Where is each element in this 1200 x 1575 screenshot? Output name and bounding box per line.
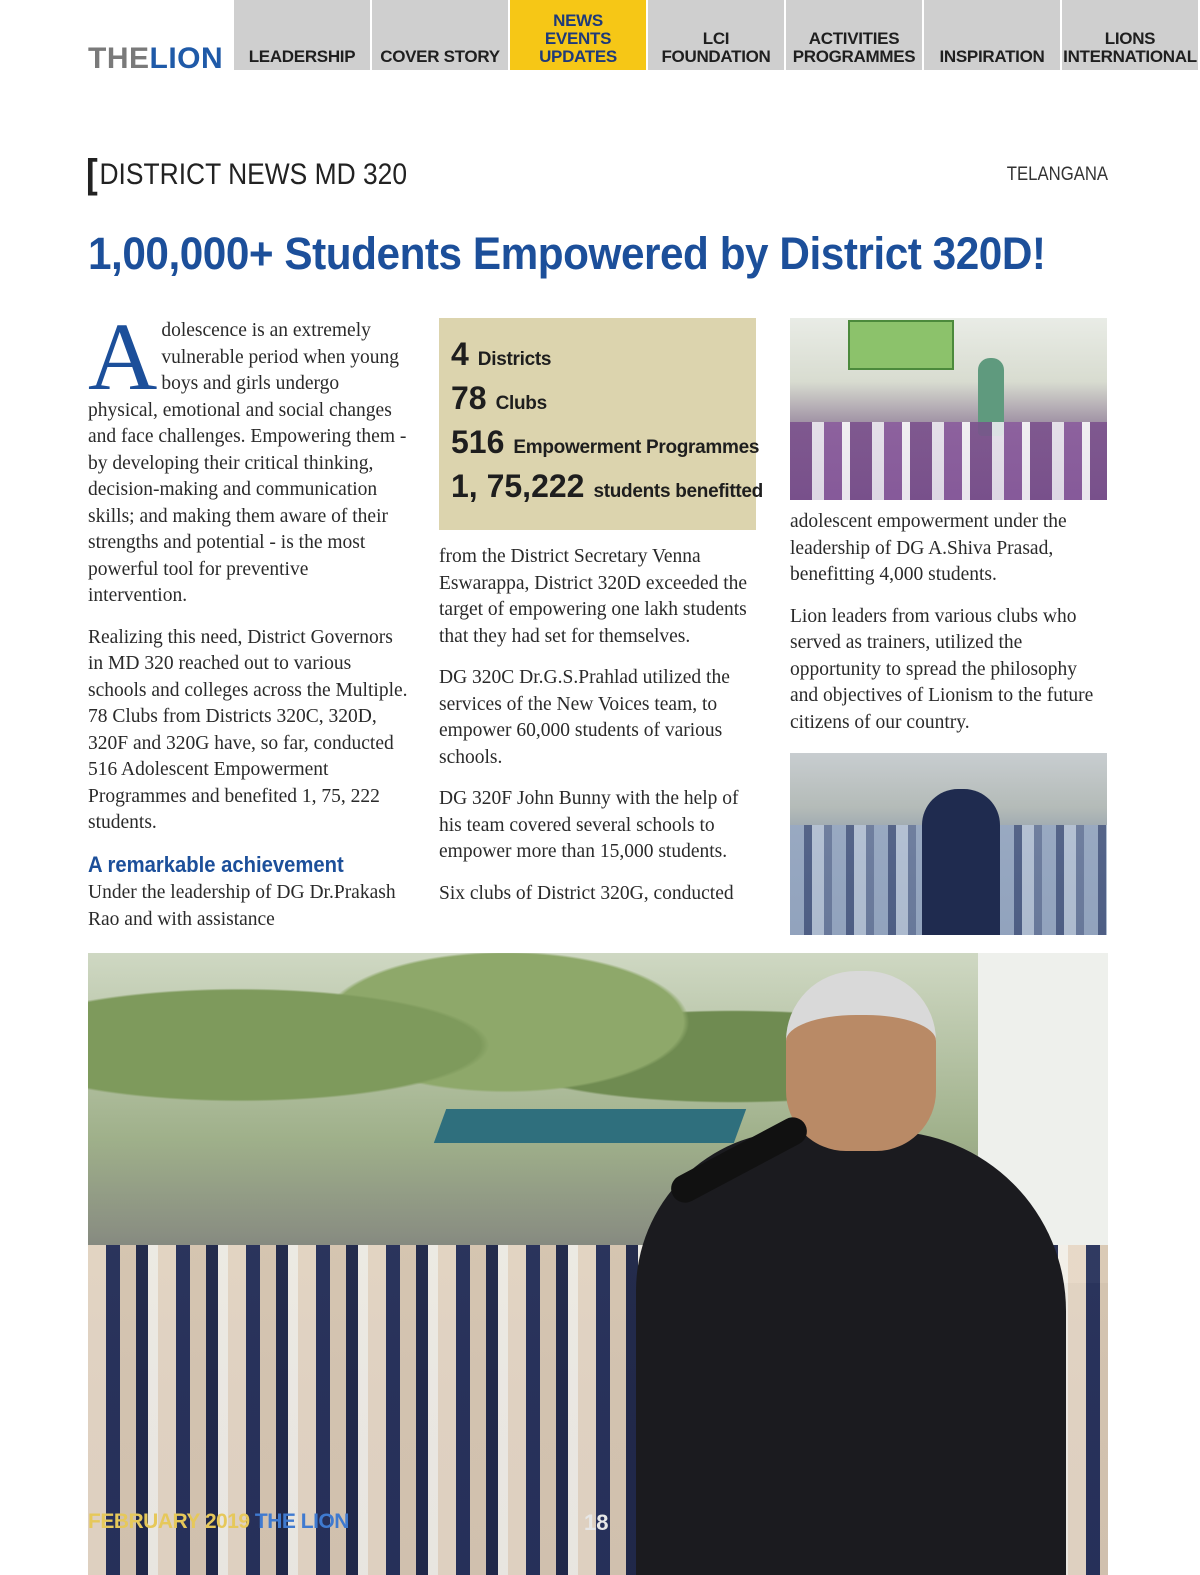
section-label: [86, 152, 407, 197]
stat-label: students benefitted: [593, 481, 763, 502]
section-title: DISTRICT NEWS MD 320: [99, 158, 408, 191]
photo-banner: [848, 320, 954, 370]
footer-magazine: THE LION: [254, 1510, 349, 1533]
tab-leadership[interactable]: LEADERSHIP: [234, 0, 370, 70]
article-column-2: [439, 544, 761, 907]
paragraph: Six clubs of District 320G, conducted: [439, 882, 734, 904]
stat-label: Districts: [477, 349, 552, 370]
magazine-logo[interactable]: [88, 42, 223, 76]
stat-programmes: [451, 424, 760, 468]
photo-audience: [790, 422, 1107, 500]
stat-label: Clubs: [495, 393, 547, 414]
stat-number: 4: [451, 336, 469, 372]
paragraph: Under the leadership of DG Dr.Prakash Rao and with assistance: [88, 882, 396, 930]
paragraph: DG 320F John Bunny with the help of his team covered several schools to empower more than 15,000 students.: [439, 788, 739, 862]
logo-lion: LION: [149, 42, 224, 75]
intro-text: dolescence is an extremely vulnerable period when young boys and girls undergo physical, emotional and social changes and face challenges. Empowering them - by developing their critical thinking, decision-making and communication skills; and making them aware of their strengths and potential - is the most powerful tool for preventive intervention.: [88, 320, 407, 606]
paragraph: from the District Secretary Venna Eswarappa, District 320D exceeded the target of empowering one lakh students that they had set for themselves.: [439, 546, 748, 647]
stat-clubs: [451, 380, 746, 424]
subheading: A remarkable achievement: [88, 851, 344, 877]
paragraph: DG 320C Dr.G.S.Prahlad utilized the services of the New Voices team, to empower 60,000 students of various schools.: [439, 667, 730, 768]
tab-lions-international[interactable]: LIONS INTERNATIONAL: [1062, 0, 1198, 70]
tab-inspiration[interactable]: INSPIRATION: [924, 0, 1060, 70]
drop-cap: A: [88, 303, 158, 410]
paragraph: adolescent empowerment under the leadership of DG A.Shiva Prasad, benefitting 4,000 students.: [790, 511, 1067, 585]
footer-issue: [88, 1510, 349, 1534]
region-label: TELANGANA: [1006, 164, 1108, 185]
photo-main-assembly: [88, 953, 1108, 1575]
stats-box: [439, 318, 763, 530]
article-column-1: [88, 303, 410, 933]
tab-lci-foundation[interactable]: LCI FOUNDATION: [648, 0, 784, 70]
stat-districts: [451, 336, 746, 380]
tab-news-events-updates[interactable]: NEWS EVENTS UPDATES: [510, 0, 646, 70]
photo-speaker-foreground: [636, 971, 1066, 1575]
section-bracket: [: [86, 152, 98, 196]
stat-label: Empowerment Programmes: [513, 437, 760, 458]
intro-paragraph: [88, 303, 410, 610]
speaker-suit: [636, 1131, 1066, 1575]
paragraph: Realizing this need, District Governors in MD 320 reached out to various schools and colleges across the Multiple. 78 Clubs from Districts 320C, 320D, 320F and 320G have, so far, conducted 516 Adolescent Empowerment Programmes and benefited 1, 75, 222 students.: [88, 626, 408, 833]
section-navigation: [234, 0, 1200, 70]
stat-students: [451, 468, 763, 512]
stat-number: 78: [451, 380, 487, 416]
article-column-3: [790, 509, 1110, 736]
logo-the: THE: [88, 42, 150, 75]
tab-cover-story[interactable]: COVER STORY: [372, 0, 508, 70]
photo-speaker: [922, 789, 1000, 935]
stat-number: 516: [451, 424, 505, 460]
article-headline: 1,00,000+ Students Empowered by District 320D!: [88, 228, 1046, 279]
speaker-head: [786, 971, 936, 1151]
tab-activities-programmes[interactable]: ACTIVITIES PROGRAMMES: [786, 0, 922, 70]
page-number: 18: [584, 1510, 609, 1535]
photo-speaker-with-students: [790, 753, 1107, 935]
footer-date: FEBRUARY 2019: [88, 1510, 250, 1533]
stat-number: 1, 75,222: [451, 468, 585, 504]
paragraph: Lion leaders from various clubs who served as trainers, utilized the opportunity to spread the philosophy and objectives of Lionism to the future citizens of our country.: [790, 605, 1094, 733]
photo-classroom-session: [790, 318, 1107, 500]
